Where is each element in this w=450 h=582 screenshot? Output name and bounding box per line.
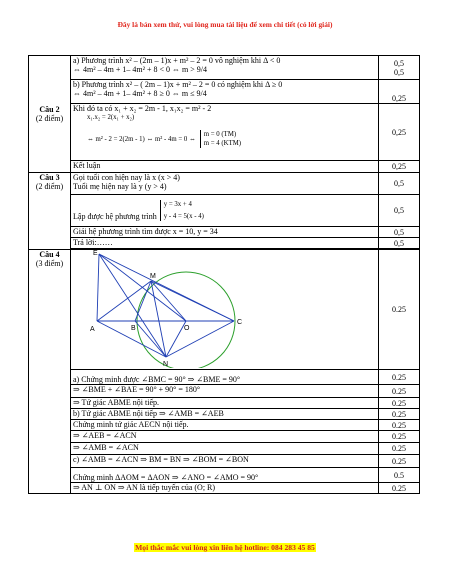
label-b: B — [131, 325, 136, 332]
q4-line4: b) Tứ giác ABME nội tiếp ⇒ ∠AMB = ∠AEB — [71, 409, 379, 420]
label-o: O — [184, 325, 190, 332]
q3-eq2: y - 4 = 5(x - 4) — [163, 213, 204, 220]
label-c: C — [237, 319, 243, 326]
q4-line7: ⇒ ∠AMB = ∠ACN — [71, 443, 379, 455]
q3-line4: Giải hệ phương trình tìm được x = 10, y = 34 — [71, 227, 379, 238]
line-bn — [135, 321, 166, 357]
q2-b-line2: ⇔ 4m² – 4m + 1– 4m² + 8 ≥ 0 ⇔ m ≤ 9/4 — [73, 89, 207, 98]
question-3-label: Câu 3 — [39, 173, 60, 182]
q2-a-line1: a) Phương trình x² – (2m – 1)x + m² – 2 = 0 vô nghiệm khi Δ < 0 — [73, 56, 281, 65]
q2-part-c — [71, 104, 379, 161]
q3-line5: Trả lời:…… — [71, 238, 379, 249]
hotline-notice-wrap — [0, 537, 450, 555]
q4-score7: 0.25 — [379, 443, 420, 455]
q2-c-score: 0,25 — [379, 104, 420, 161]
q2-conclusion: Kết luận — [71, 161, 379, 173]
q4-line2: ⇒ ∠BME + ∠BAE = 90° + 90° = 180° — [71, 385, 379, 398]
q3-score1: 0,5 — [379, 173, 420, 195]
question-3-points: (2 điểm) — [35, 182, 64, 191]
q4-score9: 0.5 — [379, 468, 420, 483]
question-2-points: (2 điểm) — [35, 114, 64, 123]
hotline-notice: Mọi thắc mắc vui lòng xin liên hệ hotline: 084 283 45 85 — [135, 543, 315, 552]
q3-row2 — [71, 195, 379, 227]
answer-table — [28, 55, 420, 494]
q3-line1: Gọi tuổi con hiện nay là x (x > 4) — [73, 173, 180, 182]
question-4-points: (3 điểm) — [35, 259, 64, 268]
q2-b-score: 0,25 — [379, 80, 420, 104]
q3-system — [160, 200, 204, 221]
q4-score6: 0.25 — [379, 431, 420, 443]
q4-line3: ⇒ Tứ giác ABME nội tiếp. — [71, 398, 379, 409]
q2-c-cases — [200, 130, 241, 148]
question-4-label: Câu 4 — [39, 250, 60, 259]
question-3-cell — [29, 173, 71, 250]
q2-a-line2: ⇔ 4m² – 4m + 1– 4m² + 8 < 0 ⇔ m > 9/4 — [73, 65, 207, 74]
line-mo — [151, 281, 186, 321]
q4-line9: Chứng minh ΔAOM = ΔAON ⇒ ∠ANO = ∠AMO = 90° — [71, 468, 379, 483]
label-m: M — [150, 273, 156, 280]
q4-line1: a) Chứng minh được ∠BMC = 90° ⇒ ∠BME = 90° — [71, 370, 379, 385]
q3-score4: 0,5 — [379, 238, 420, 249]
question-2-label: Câu 2 — [39, 105, 60, 114]
q4-line10-math: ⇒ AN ⊥ ON ⇒ — [73, 483, 125, 492]
label-a: A — [90, 326, 95, 333]
q4-line5: Chứng minh tứ giác AECN nội tiếp. — [71, 420, 379, 431]
q2-a-score — [379, 56, 420, 80]
q4-line6: ⇒ ∠AEB = ∠ACN — [71, 431, 379, 443]
q4-figure-cell — [71, 250, 379, 370]
q2-part-a — [71, 56, 379, 80]
q3-score3: 0,5 — [379, 227, 420, 238]
q4-score5: 0.25 — [379, 420, 420, 431]
line-ae — [97, 254, 99, 321]
q4-score10: 0.25 — [379, 483, 420, 494]
score: 0,5 — [394, 67, 404, 77]
q2-part-b — [71, 80, 379, 104]
label-n: N — [163, 361, 169, 368]
q4-line8: c) ∠AMB = ∠ACN ⇒ BM = BN ⇒ ∠BOM = ∠BON — [71, 455, 379, 468]
question-4-cell — [29, 250, 71, 494]
q4-figure-score: 0.25 — [379, 250, 420, 370]
score: 0,5 — [394, 58, 404, 68]
q3-line2: Tuổi mẹ hiện nay là y (y > 4) — [73, 182, 167, 191]
label-e: E — [93, 250, 98, 257]
q3-row1 — [71, 173, 379, 195]
q2-c-line2: x₁.x₂ = 2(x₁ + x₂) — [87, 114, 135, 121]
q2-b-line1: b) Phương trình x² – ( 2m – 1)x + m² – 2 = 0 có nghiệm khi Δ ≥ 0 — [73, 80, 283, 89]
q2-c-case1: m = 0 (TM) — [203, 131, 237, 138]
q4-line10-text: AN là tiếp tuyến của (O; R) — [126, 483, 216, 492]
q2-d-score: 0,25 — [379, 161, 420, 173]
q4-score2: 0.25 — [379, 385, 420, 398]
q3-eq1: y = 3x + 4 — [163, 201, 192, 208]
q4-line10 — [71, 483, 379, 494]
preview-notice: Đây là bản xem thử, vui lòng mua tài liệu để xem chi tiết (có lời giải) — [117, 20, 333, 29]
q3-score2: 0,5 — [379, 195, 420, 227]
q4-score3: 0.25 — [379, 398, 420, 409]
q4-score4: 0.25 — [379, 409, 420, 420]
line-eo — [99, 254, 186, 321]
q2-c-case2: m = 4 (KTM) — [203, 140, 242, 147]
q2-c-line3: ⇔ m² - 2 = 2(2m - 1) ⇔ m² - 4m = 0 ⇔ — [87, 135, 196, 143]
q3-line3: Lập được hệ phương trình — [73, 212, 157, 221]
q4-score8: 0.25 — [379, 455, 420, 468]
geometry-figure — [71, 250, 371, 368]
q4-score1: 0.25 — [379, 370, 420, 385]
question-2-cell — [29, 56, 71, 173]
q2-c-line1: Khi đó ta có x₁ + x₂ = 2m - 1, x₁x₂ = m² - 2 — [73, 104, 212, 113]
